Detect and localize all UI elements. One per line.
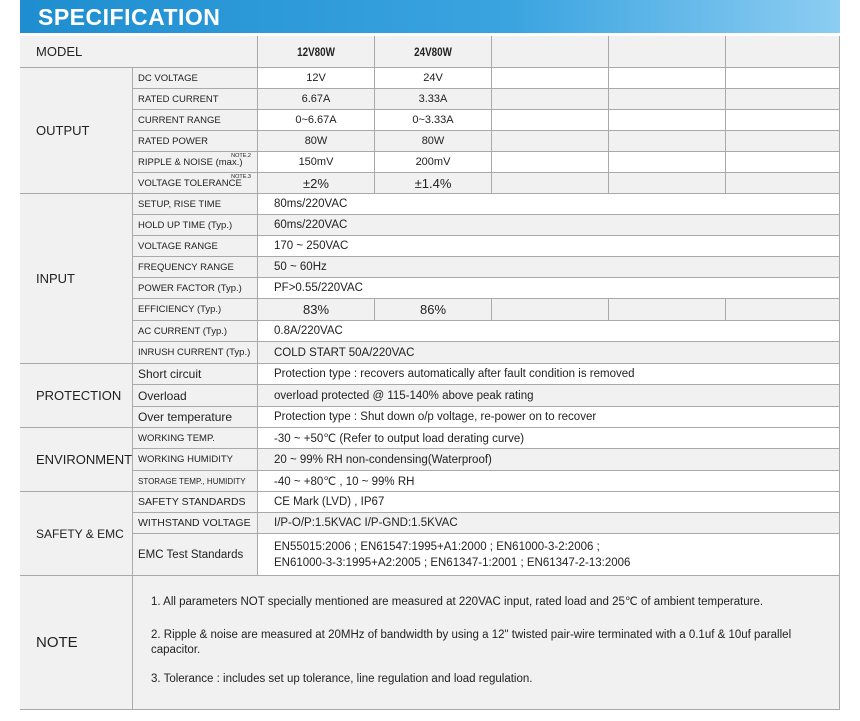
environment-label: WORKING HUMIDITY xyxy=(133,449,258,471)
safety-label: SAFETY STANDARDS xyxy=(133,492,258,513)
environment-value: -30 ~ +50℃ (Refer to output load derating curve) xyxy=(258,428,840,449)
input-value: 0.8A/220VAC xyxy=(258,321,840,342)
output-value: 6.67A xyxy=(258,89,375,110)
output-label: RATED CURRENT xyxy=(133,89,258,110)
output-value: 12V xyxy=(258,68,375,89)
input-value: 50 ~ 60Hz xyxy=(258,257,840,278)
safety-value: I/P-O/P:1.5KVAC I/P-GND:1.5KVAC xyxy=(258,513,840,534)
banner-title: SPECIFICATION xyxy=(38,4,221,30)
input-value: 80ms/220VAC xyxy=(258,194,840,215)
input-value: 170 ~ 250VAC xyxy=(258,236,840,257)
output-category: OUTPUT xyxy=(20,68,133,194)
output-value: ±1.4% xyxy=(375,173,492,194)
environment-label: STORAGE TEMP., HUMIDITY xyxy=(133,471,258,492)
protection-value: Protection type : Shut down o/p voltage, re-power on to recover xyxy=(258,407,840,428)
note-2-marker: NOTE.2 xyxy=(231,153,251,159)
model-12v80w: 12V80W xyxy=(297,44,335,59)
output-value: 200mV xyxy=(375,152,492,173)
emc-line-2: EN61000-3-3:1995+A2:2005 ; EN61347-1:2001 ; EN61347-2-13:2006 xyxy=(274,557,631,569)
output-label: VOLTAGE TOLERANCE NOTE.3 xyxy=(133,173,258,194)
emc-line-1: EN55015:2006 ; EN61547:1995+A1:2000 ; EN61000-3-2:2006 ; xyxy=(274,541,600,553)
input-label: AC CURRENT (Typ.) xyxy=(133,321,258,342)
model-24v80w: 24V80W xyxy=(414,44,452,59)
protection-category: PROTECTION xyxy=(20,364,133,428)
model-label: MODEL xyxy=(20,36,258,68)
empty-model-cell xyxy=(492,36,609,68)
output-label: RATED POWER xyxy=(133,131,258,152)
output-value: 80W xyxy=(258,131,375,152)
input-label: VOLTAGE RANGE xyxy=(133,236,258,257)
input-label: POWER FACTOR (Typ.) xyxy=(133,278,258,299)
output-value: 80W xyxy=(375,131,492,152)
protection-value: Protection type : recovers automatically after fault condition is removed xyxy=(258,364,840,385)
environment-value: -40 ~ +80℃ , 10 ~ 99% RH xyxy=(258,471,840,492)
note-item-3: 3. Tolerance : includes set up tolerance, line regulation and load regulation. xyxy=(151,673,533,685)
safety-category: SAFETY & EMC xyxy=(20,492,133,576)
note-3-marker: NOTE.3 xyxy=(231,174,251,180)
input-label: FREQUENCY RANGE xyxy=(133,257,258,278)
emc-standards-value xyxy=(258,534,840,576)
safety-value: CE Mark (LVD) , IP67 xyxy=(258,492,840,513)
efficiency-12v: 83% xyxy=(258,299,375,321)
specification-table xyxy=(20,36,840,710)
safety-label: EMC Test Standards xyxy=(133,534,258,576)
input-value: PF>0.55/220VAC xyxy=(258,278,840,299)
output-value: 24V xyxy=(375,68,492,89)
note-category: NOTE xyxy=(20,576,133,710)
input-label: INRUSH CURRENT (Typ.) xyxy=(133,342,258,364)
note-body xyxy=(133,576,840,710)
input-category: INPUT xyxy=(20,194,133,364)
protection-label: Short circuit xyxy=(133,364,258,385)
output-value: 0~6.67A xyxy=(258,110,375,131)
output-value: 3.33A xyxy=(375,89,492,110)
protection-label: Overload xyxy=(133,385,258,407)
efficiency-24v: 86% xyxy=(375,299,492,321)
environment-label: WORKING TEMP. xyxy=(133,428,258,449)
input-value: COLD START 50A/220VAC xyxy=(258,342,840,364)
note-item-2: 2. Ripple & noise are measured at 20MHz of bandwidth by using a 12" twisted pair-wire terminated with a 0.1uf & 10uf parallel capacitor. xyxy=(151,629,792,656)
output-label: DC VOLTAGE xyxy=(133,68,258,89)
input-value: 60ms/220VAC xyxy=(258,215,840,236)
empty-model-cell xyxy=(726,36,840,68)
input-label: HOLD UP TIME (Typ.) xyxy=(133,215,258,236)
empty-model-cell xyxy=(609,36,726,68)
protection-label: Over temperature xyxy=(133,407,258,428)
output-value: 150mV xyxy=(258,152,375,173)
protection-value: overload protected @ 115-140% above peak rating xyxy=(258,385,840,407)
output-label: RIPPLE & NOISE (max.) NOTE.2 xyxy=(133,152,258,173)
output-value: 0~3.33A xyxy=(375,110,492,131)
safety-label: WITHSTAND VOLTAGE xyxy=(133,513,258,534)
note-item-1: 1. All parameters NOT specially mentioned are measured at 220VAC input, rated load and 25℃ of ambient temperature. xyxy=(151,596,764,608)
output-label: CURRENT RANGE xyxy=(133,110,258,131)
environment-value: 20 ~ 99% RH non-condensing(Waterproof) xyxy=(258,449,840,471)
specification-banner xyxy=(20,0,840,33)
input-label: EFFICIENCY (Typ.) xyxy=(133,299,258,321)
input-label: SETUP, RISE TIME xyxy=(133,194,258,215)
environment-category: ENVIRONMENT xyxy=(20,428,133,492)
output-value: ±2% xyxy=(258,173,375,194)
